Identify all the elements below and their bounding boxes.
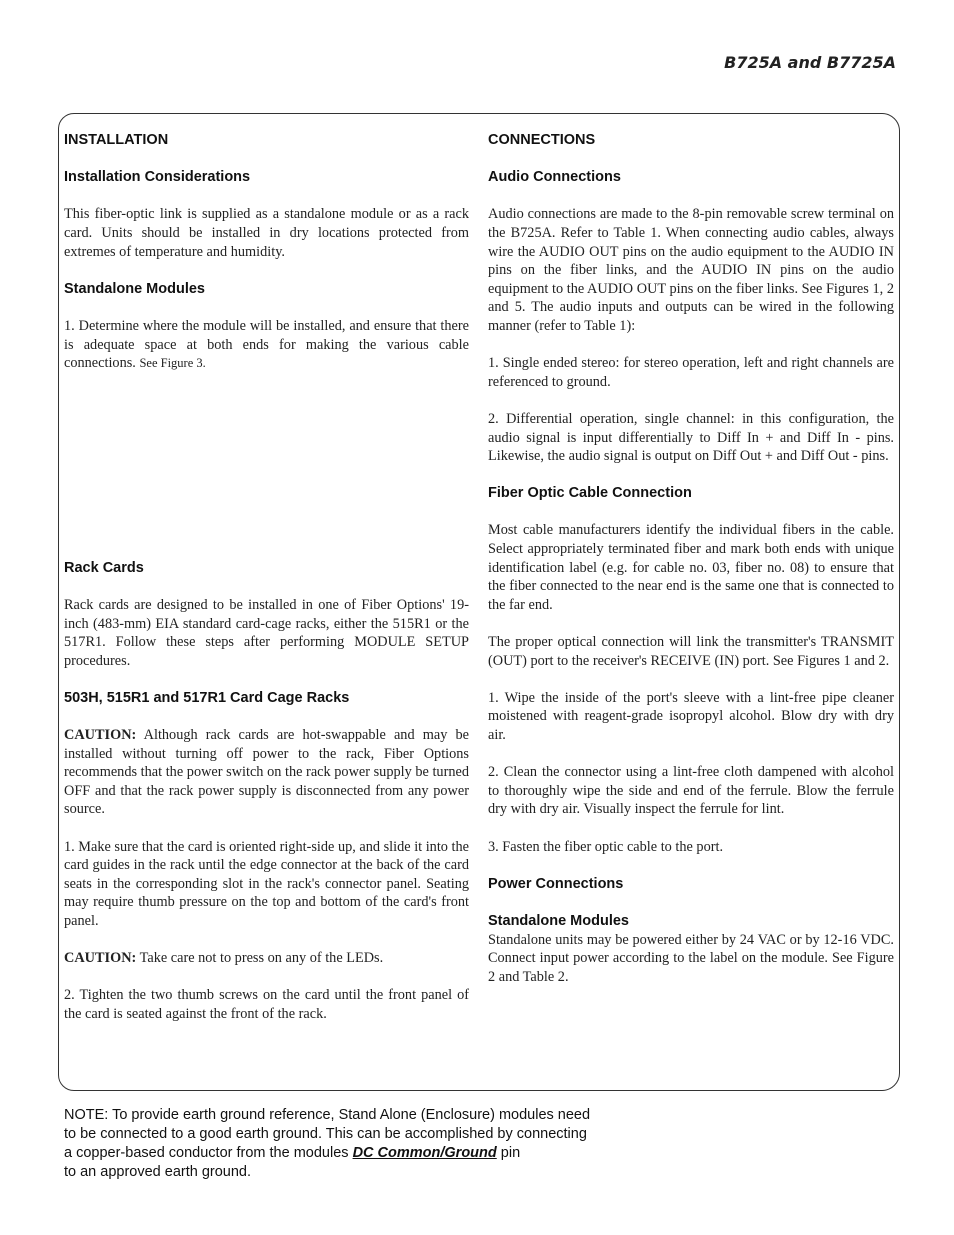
card-cage-step-1: 1. Make sure that the card is oriented right-side up, and slide it into the card guides in the rack until the edge connector at the back of the card seats in the corresponding slot in the rack's connector panel. Seating may require thumb pressure on the top and bottom of the card's front panel.	[64, 838, 469, 929]
audio-connections-heading: Audio Connections	[488, 169, 621, 186]
fiber-step-2: 2. Clean the connector using a lint-free cloth dampened with alcohol to thoroughly wipe the side and end of the ferrule. Blow the ferrule dry with dry air. Visually inspect the ferrule for lint.	[488, 764, 894, 818]
fiber-step-1: 1. Wipe the inside of the port's sleeve with a lint-free pipe cleaner moistened with reagent-grade isopropyl alcohol. Blow dry with dry air.	[488, 689, 894, 743]
note-line-3	[64, 1144, 684, 1163]
rack-cards-heading: Rack Cards	[64, 559, 144, 576]
caution-leds	[64, 949, 469, 968]
standalone-step-1-text: 1. Determine where the module will be installed, and ensure that there is adequate space at both ends for making the various cable connections.	[64, 317, 469, 372]
note-line-4: to an approved earth ground.	[64, 1164, 252, 1180]
installation-considerations-heading: Installation Considerations	[64, 169, 251, 186]
fiber-step-3: 3. Fasten the fiber optic cable to the port.	[488, 838, 724, 855]
audio-connections-text: Audio connections are made to the 8-pin removable screw terminal on the B725A. Refer to Table 1. When connecting audio cables, always wire the AUDIO OUT pins on the audio equipment to the AUDIO IN pins on the fiber links, and the AUDIO IN pins on the audio equipment to the AUDIO OUT pins on the fiber links. See Figures 1, 2 and 5. The audio inputs and outputs can be wired in the following manner (refer to Table 1):	[488, 206, 894, 334]
rack-cards-text: Rack cards are designed to be installed in one of Fiber Options' 19-inch (483-mm) EIA standard card-cage racks, either the 515R1 or the 517R1. Follow these steps after performing MODULE SETUP procedures.	[64, 596, 469, 669]
caution-hot-swap-text: Although rack cards are hot-swappable and may be installed without turning off power to the rack, Fiber Options recommends that the power switch on the rack power supply be turned OFF and that the rack power supply is disconnected from any power source.	[64, 727, 469, 818]
standalone-step-1-figure-ref: See Figure 3.	[139, 356, 206, 371]
document-header-title: B725A and B7725A	[724, 53, 896, 72]
power-standalone-heading: Standalone Modules	[488, 912, 629, 929]
installation-heading: INSTALLATION	[64, 132, 169, 148]
standalone-step-1	[64, 317, 469, 373]
caution-label: CAUTION:	[64, 727, 137, 744]
fiber-text-1: Most cable manufacturers identify the individual fibers in the cable. Select appropriately terminated fiber and mark both ends with unique identification label (e.g. for cable no. 03, fiber no. 08) to ensure that the fiber connected to the near end is the same one that is connected to the far end.	[488, 522, 894, 613]
caution-label: CAUTION:	[64, 950, 137, 967]
card-cage-racks-heading: 503H, 515R1 and 517R1 Card Cage Racks	[64, 689, 350, 706]
note-line-3-post: pin	[496, 1145, 521, 1161]
earth-ground-note	[64, 1106, 684, 1182]
audio-step-2: 2. Differential operation, single channel: in this configuration, the audio signal is input differentially to Diff In + and Diff In - pins. Likewise, the audio signal is output on Diff Out + and Diff Out - pins.	[488, 410, 894, 465]
note-line-2: to be connected to a good earth ground. This can be accomplished by connecting	[64, 1126, 587, 1142]
fiber-text-2: The proper optical connection will link the transmitter's TRANSMIT (OUT) port to the receiver's RECEIVE (IN) port. See Figures 1 and 2.	[488, 634, 894, 669]
card-cage-step-2: 2. Tighten the two thumb screws on the card until the front panel of the card is seated against the front of the rack.	[64, 987, 469, 1022]
caution-leds-text: Take care not to press on any of the LEDs.	[139, 950, 384, 967]
dc-common-ground-link[interactable]: DC Common/Ground	[352, 1145, 497, 1161]
power-connections-heading: Power Connections	[488, 875, 624, 892]
installation-considerations-text: This fiber-optic link is supplied as a standalone module or as a rack card. Units should be installed in dry locations protected from extremes of temperature and humidity.	[64, 206, 469, 260]
connections-heading: CONNECTIONS	[488, 132, 596, 148]
power-standalone-text: Standalone units may be powered either by 24 VAC or by 12-16 VDC. Connect input power according to the label on the module. See Figure 2 and Table 2.	[488, 931, 894, 985]
note-line-3-pre: a copper-based conductor from the modules	[64, 1145, 353, 1161]
connections-column	[488, 131, 894, 986]
note-line-1: NOTE: To provide earth ground reference, Stand Alone (Enclosure) modules need	[64, 1107, 591, 1123]
installation-column	[64, 131, 469, 1024]
audio-step-1: 1. Single ended stereo: for stereo operation, left and right channels are referenced to ground.	[488, 355, 894, 390]
caution-hot-swap	[64, 726, 469, 819]
fiber-optic-connection-heading: Fiber Optic Cable Connection	[488, 485, 692, 502]
standalone-modules-heading: Standalone Modules	[64, 280, 205, 297]
